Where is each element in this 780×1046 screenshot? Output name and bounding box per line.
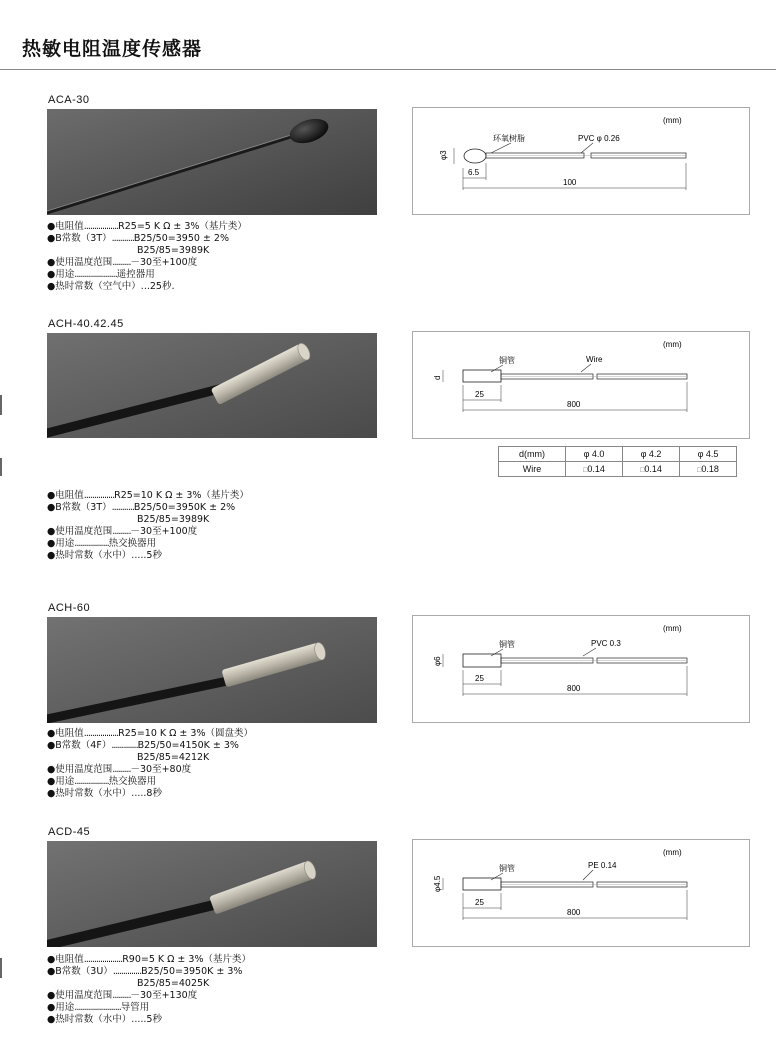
product-photo (47, 617, 377, 723)
wire-label: Wire (586, 355, 603, 364)
spec-list: ●电阻值...............R25=10 K Ω ± 3%（基片类） ●B常数（3T）...........B25/50=3950K ± 2% B25/85=3989K ●使用温度范围.........－30至+100度 ●用途.................热交换器用 ●热时常数（水中）.....5秒 (47, 490, 249, 561)
length-a: 25 (475, 674, 484, 683)
unit-label: (mm) (663, 848, 682, 857)
spec-list: ●电阻值.................R25=10 K Ω ± 3%（圆盘类） ●B常数（4F）.............B25/50=4150K ± 3% B25/85=4212K ●使用温度范围.........－30至+80度 ●用途.................热交换器用 ●热时常数（水中）.....8秒 (47, 728, 253, 799)
model-label: ACH-40.42.45 (48, 318, 124, 330)
part-label: 环氧树脂 (493, 134, 525, 143)
spec-list: ●电阻值...................R90=5 K Ω ± 3%（基片类） ●B常数（3U）..............B25/50=3950K ± 3% B25/85=4025K ●使用温度范围.........－30至+130度 ●用途.......................导管用 ●热时常数（水中）.....5秒 (47, 954, 251, 1025)
spec-list: ●电阻值.................R25=5 K Ω ± 3%（基片类） ●B常数（3T）...........B25/50=3950 ± 2% B25/85=3989K ●使用温度范围.........－30至+100度 ●用途.....................遥控器用 ●热时常数（空气中）...25秒. (47, 221, 247, 292)
unit-label: (mm) (663, 340, 682, 349)
dimension-drawing (412, 615, 750, 723)
wire-label: PVC φ 0.26 (578, 134, 620, 143)
margin-mark (0, 395, 2, 415)
product-photo (47, 841, 377, 947)
unit-label: (mm) (663, 624, 682, 633)
table-row: Wire □0.14 □0.14 □0.18 (499, 462, 737, 477)
model-label: ACH-60 (48, 602, 91, 614)
wire-table (498, 446, 737, 477)
wire-label: PE 0.14 (588, 861, 617, 870)
diameter-label: d (433, 375, 442, 380)
wire-label: PVC 0.3 (591, 639, 621, 648)
diameter-label: φ6 (433, 656, 442, 666)
page-title: 热敏电阻温度传感器 (22, 38, 203, 60)
unit-label: (mm) (663, 116, 682, 125)
diameter-label: φ3 (439, 150, 448, 160)
length-b: 100 (563, 178, 577, 187)
length-a: 25 (475, 390, 484, 399)
table-row: d(mm) φ 4.0 φ 4.2 φ 4.5 (499, 447, 737, 462)
model-label: ACD-45 (48, 826, 91, 838)
title-rule (0, 69, 776, 70)
product-photo (47, 109, 377, 215)
margin-mark (0, 958, 2, 978)
length-b: 800 (567, 908, 581, 917)
dimension-drawing (412, 107, 750, 215)
dimension-drawing (412, 839, 750, 947)
margin-mark (0, 458, 2, 476)
length-b: 800 (567, 684, 581, 693)
product-photo (47, 333, 377, 438)
length-b: 800 (567, 400, 581, 409)
length-a: 25 (475, 898, 484, 907)
diameter-label: φ4.5 (433, 875, 442, 892)
model-label: ACA-30 (48, 94, 90, 106)
length-a: 6.5 (468, 168, 480, 177)
part-label: 铜管 (499, 640, 515, 649)
part-label: 铜管 (499, 864, 515, 873)
part-label: 铜管 (499, 356, 515, 365)
dimension-drawing (412, 331, 750, 439)
